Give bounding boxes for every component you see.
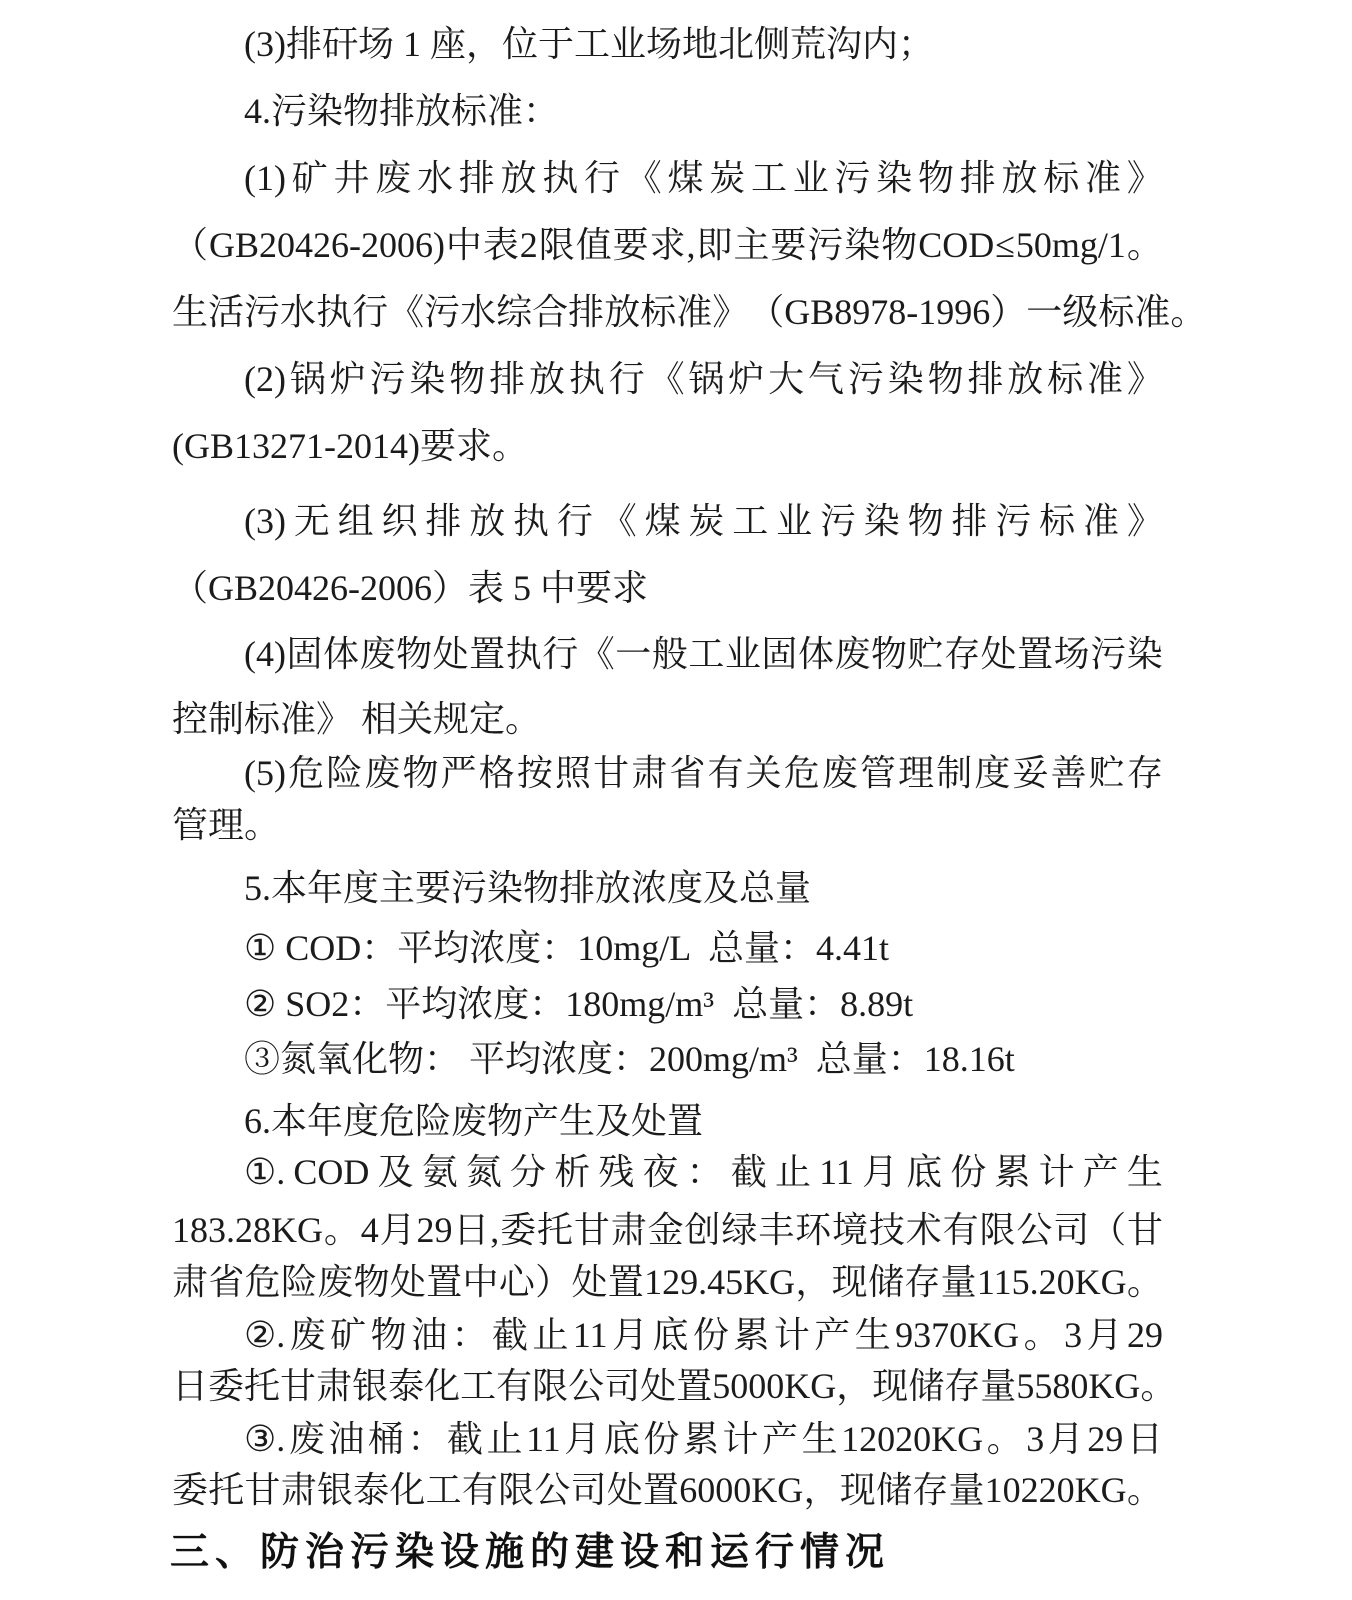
list-item-nox: ③氮氧化物： 平均浓度：200mg/m³ 总量：18.16t: [244, 1039, 1015, 1079]
para-line-19: ①. COD 及 氨 氮 分 析 残 夜 ： 截 止 11 月 底 份 累 计 产 生: [244, 1152, 1163, 1192]
para-line-21: 肃 省 危 险 废 物 处 置 中 心 ） 处 置 129.45KG ， 现 储 存 量 115.20KG 。: [172, 1262, 1163, 1302]
para-line-3: (1) 矿 井 废 水 排 放 执 行 《 煤 炭 工 业 污 染 物 排 放 标 准 》: [244, 158, 1163, 198]
para-line-6: (2) 锅 炉 污 染 物 排 放 执 行 《 锅 炉 大 气 污 染 物 排 放 标 准 》: [244, 359, 1163, 399]
para-line-14: 5.本年度主要污染物排放浓度及总量: [244, 868, 812, 908]
para-line-8: (3) 无 组 织 排 放 执 行 《 煤 炭 工 业 污 染 物 排 污 标 准 》: [244, 501, 1163, 541]
para-line-24: ③. 废 油 桶 ： 截 止 11 月 底 份 累 计 产 生 12020KG 。 3 月 29 日: [244, 1419, 1163, 1459]
para-line-10: (4) 固 体 废 物 处 置 执 行 《 一 般 工 业 固 体 废 物 贮 存 处 置 场 污 染: [244, 634, 1163, 674]
para-line-9: （GB20426-2006）表 5 中要求: [172, 568, 648, 608]
para-line-22: ②. 废 矿 物 油 ： 截 止 11 月 底 份 累 计 产 生 9370KG 。 3 月 29: [244, 1315, 1163, 1355]
para-line-5: 生 活 污 水 执 行 《 污 水 综 合 排 放 标 准 》 （ GB8978-1996 ） 一 级 标 准 。: [172, 292, 1207, 332]
para-line-25: 委 托 甘 肃 银 泰 化 工 有 限 公 司 处 置 6000KG ， 现 储 存 量 10220KG 。: [172, 1470, 1163, 1510]
para-line-1: (3)排矸场 1 座，位于工业场地北侧荒沟内；: [244, 24, 934, 64]
para-line-13: 管理。: [172, 805, 281, 845]
list-item-cod: ① COD：平均浓度：10mg/L 总量：4.41t: [244, 928, 889, 968]
para-line-2: 4.污染物排放标准：: [244, 91, 560, 131]
para-line-20: 183.28KG 。 4 月 29 日 , 委 托 甘 肃 金 创 绿 丰 环 境 技 术 有 限 公 司 （ 甘: [172, 1210, 1163, 1250]
para-line-7: (GB13271-2014)要求。: [172, 426, 528, 466]
section-heading: 三、防治污染设施的建设和运行情况: [170, 1531, 891, 1574]
para-line-12: (5) 危 险 废 物 严 格 按 照 甘 肃 省 有 关 危 废 管 理 制 度 妥 善 贮 存: [244, 753, 1163, 793]
para-line-11: 控制标准》 相关规定。: [172, 699, 542, 739]
para-line-18: 6.本年度危险废物产生及处置: [244, 1101, 704, 1141]
para-line-23: 日 委 托 甘 肃 银 泰 化 工 有 限 公 司 处 置 5000KG ， 现 储 存 量 5580KG 。: [172, 1366, 1177, 1406]
list-item-so2: ② SO2：平均浓度：180mg/m³ 总量：8.89t: [244, 984, 914, 1024]
para-line-4: （ GB20426-2006) 中 表 2 限 值 要 求 , 即 主 要 污 染 物 COD ≤ 50mg/1 。: [172, 225, 1163, 265]
